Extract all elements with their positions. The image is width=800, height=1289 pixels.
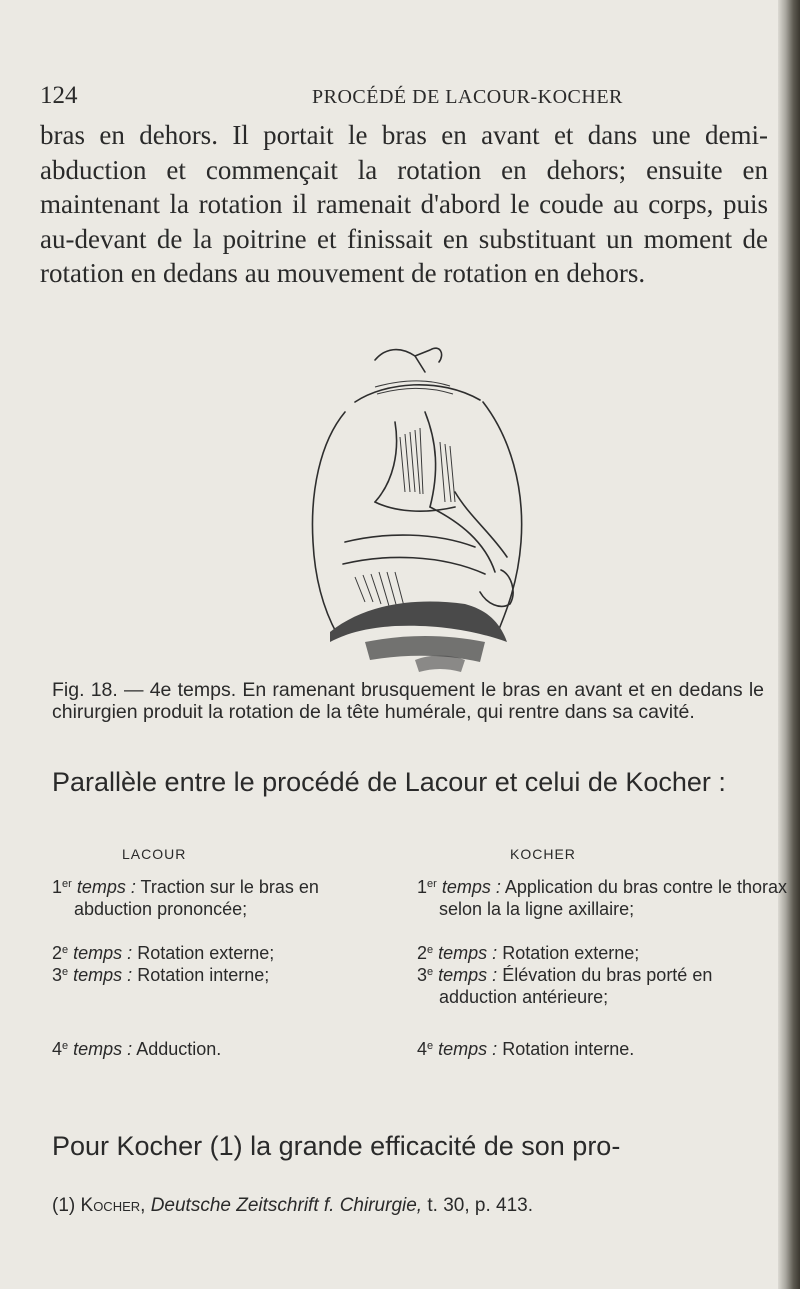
lacour-step (52, 873, 374, 920)
step-ordinal: e (427, 1040, 434, 1052)
step-number: 1 (417, 877, 428, 897)
step-ordinal: er (62, 878, 72, 890)
step-label: temps : (76, 877, 136, 897)
step-number: 2 (52, 943, 63, 963)
footnote-marker: (1) (52, 1195, 76, 1216)
step-number: 4 (52, 1039, 63, 1059)
figure-caption: Fig. 18. — 4e temps. En ramenant brusquement le bras en avant et en dedans le chirurgien produit la rotation de la tête humérale, qui rentre dans sa cavité. (52, 679, 764, 723)
step-text: Élévation du bras porté en adduction antérieure; (439, 965, 713, 1007)
step-label: temps : (441, 877, 501, 897)
step-number: 2 (417, 943, 428, 963)
footnote-reference: t. 30, p. 413. (427, 1195, 533, 1216)
closing-line: Pour Kocher (1) la grande efficacité de son pro- (52, 1131, 621, 1161)
running-title: PROCÉDÉ DE LACOUR-KOCHER (312, 86, 623, 108)
step-label: temps : (438, 943, 498, 963)
step-ordinal: e (427, 966, 434, 978)
step-text: Rotation interne; (137, 965, 270, 985)
column-heading-lacour: LACOUR (122, 846, 187, 862)
shoulder-reduction-drawing (225, 342, 597, 676)
step-number: 3 (52, 965, 63, 985)
kocher-step (417, 1035, 791, 1060)
step-ordinal: e (62, 944, 69, 956)
step-text: Rotation interne. (502, 1039, 635, 1059)
running-header (40, 82, 760, 112)
step-text: Rotation externe; (502, 943, 640, 963)
step-text: Traction sur le bras en abduction prononcée; (74, 877, 319, 919)
footnote-journal: Deutsche Zeitschrift f. Chirurgie, (150, 1195, 423, 1216)
page-edge-shadow (778, 0, 800, 1289)
column-heading-kocher: KOCHER (510, 846, 576, 862)
footnote-author: Kocher, (80, 1195, 146, 1216)
lacour-step (52, 1035, 374, 1060)
step-label: temps : (73, 943, 133, 963)
step-text: Adduction. (136, 1039, 222, 1059)
step-label: temps : (73, 965, 133, 985)
step-label: temps : (438, 965, 498, 985)
kocher-step (417, 961, 791, 1008)
step-ordinal: er (427, 878, 437, 890)
step-text: Rotation externe; (137, 943, 275, 963)
step-ordinal: e (62, 1040, 69, 1052)
step-ordinal: e (62, 966, 69, 978)
body-paragraph: bras en dehors. Il portait le bras en avant et dans une demi-abduction et commençait la rotation en dehors; ensuite en maintenant la rotation il ramenait d'abord le coude au corps, puis au-devant de la poitrine et finissait en substituant un moment de rotation en dedans au mouvement de rotation en dehors. (40, 120, 768, 289)
page-number: 124 (40, 82, 78, 109)
step-number: 1 (52, 877, 63, 897)
lacour-step (52, 961, 374, 986)
step-label: temps : (73, 1039, 133, 1059)
kocher-step (417, 873, 791, 920)
step-label: temps : (438, 1039, 498, 1059)
footnote (52, 1195, 770, 1217)
section-heading: Parallèle entre le procédé de Lacour et celui de Kocher : (52, 767, 726, 797)
step-text: Application du bras contre le thorax selon la la ligne axillaire; (439, 877, 788, 919)
step-number: 4 (417, 1039, 428, 1059)
figure-illustration (225, 342, 597, 676)
step-number: 3 (417, 965, 428, 985)
step-ordinal: e (427, 944, 434, 956)
